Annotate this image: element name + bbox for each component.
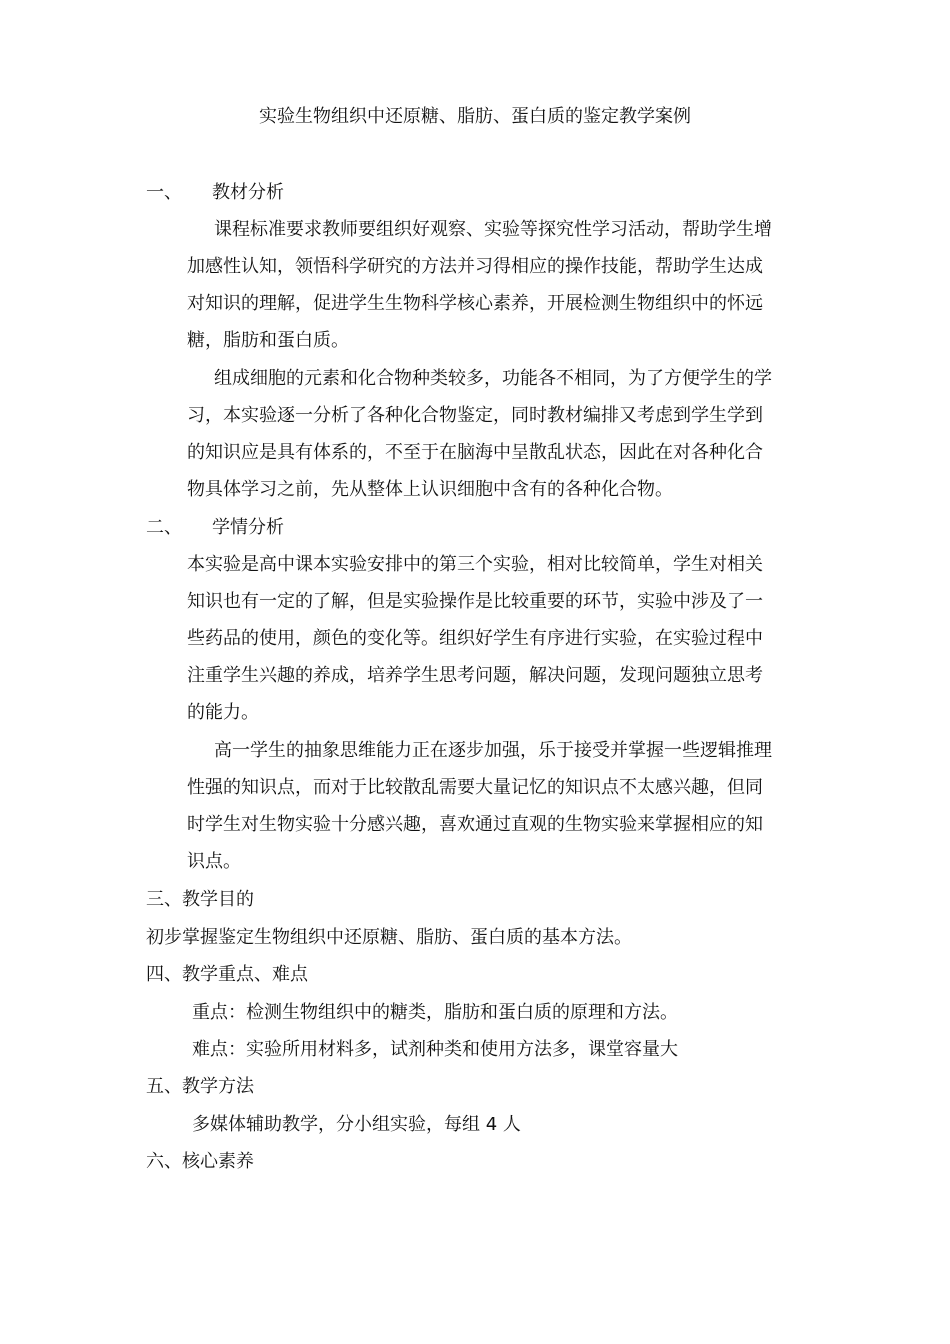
section-1-p2-line-4: 物具体学习之前，先从整体上认识细胞中含有的各种化合物。 xyxy=(187,479,673,500)
section-4-line-2: 难点：实验所用材料多，试剂种类和使用方法多，课堂容量大 xyxy=(192,1039,678,1060)
section-2-p1-line-3: 些药品的使用，颜色的变化等。组织好学生有序进行实验，在实验过程中 xyxy=(187,628,763,649)
section-1-p1-line-1: 课程标准要求教师要组织好观察、实验等探究性学习活动，帮助学生增 xyxy=(214,219,772,240)
section-3-heading: 三、教学目的 xyxy=(146,889,254,910)
section-4-heading: 四、教学重点、难点 xyxy=(146,964,308,985)
section-1-p1-line-4: 糖，脂肪和蛋白质。 xyxy=(187,330,349,351)
section-2-p1-line-1: 本实验是高中课本实验安排中的第三个实验，相对比较简单，学生对相关 xyxy=(187,554,763,575)
section-2-p1-line-2: 知识也有一定的了解，但是实验操作是比较重要的环节，实验中涉及了一 xyxy=(187,591,763,612)
section-2-p2-line-4: 识点。 xyxy=(187,851,241,872)
section-1-p2-line-3: 的知识应是具有体系的，不至于在脑海中呈散乱状态，因此在对各种化合 xyxy=(187,442,763,463)
section-1-heading: 教材分析 xyxy=(212,182,284,203)
section-1-p2-line-1: 组成细胞的元素和化合物种类较多，功能各不相同，为了方便学生的学 xyxy=(214,368,772,389)
section-4-line-1: 重点：检测生物组织中的糖类，脂肪和蛋白质的原理和方法。 xyxy=(192,1002,678,1023)
section-2-p2-line-3: 时学生对生物实验十分感兴趣，喜欢通过直观的生物实验来掌握相应的知 xyxy=(187,814,763,835)
section-2-p1-line-4: 注重学生兴趣的养成，培养学生思考问题，解决问题，发现问题独立思考 xyxy=(187,665,763,686)
section-2-heading: 学情分析 xyxy=(212,517,284,538)
section-5-heading: 五、教学方法 xyxy=(146,1076,254,1097)
section-1-number: 一、 xyxy=(146,182,182,203)
section-6-heading: 六、核心素养 xyxy=(146,1151,254,1172)
section-1-p1-line-2: 加感性认知，领悟科学研究的方法并习得相应的操作技能，帮助学生达成 xyxy=(187,256,763,277)
section-5-line-1: 多媒体辅助教学，分小组实验，每组 4 人 xyxy=(192,1114,521,1135)
section-2-p1-line-5: 的能力。 xyxy=(187,702,259,723)
document-title: 实验生物组织中还原糖、脂肪、蛋白质的鉴定教学案例 xyxy=(259,106,691,127)
section-2-number: 二、 xyxy=(146,517,182,538)
section-1-p2-line-2: 习，本实验逐一分析了各种化合物鉴定，同时教材编排又考虑到学生学到 xyxy=(187,405,763,426)
section-3-line-1: 初步掌握鉴定生物组织中还原糖、脂肪、蛋白质的基本方法。 xyxy=(146,927,632,948)
section-2-p2-line-2: 性强的知识点，而对于比较散乱需要大量记忆的知识点不太感兴趣，但同 xyxy=(187,777,763,798)
section-1-p1-line-3: 对知识的理解，促进学生生物科学核心素养，开展检测生物组织中的怀远 xyxy=(187,293,763,314)
section-2-p2-line-1: 高一学生的抽象思维能力正在逐步加强，乐于接受并掌握一些逻辑推理 xyxy=(214,740,772,761)
